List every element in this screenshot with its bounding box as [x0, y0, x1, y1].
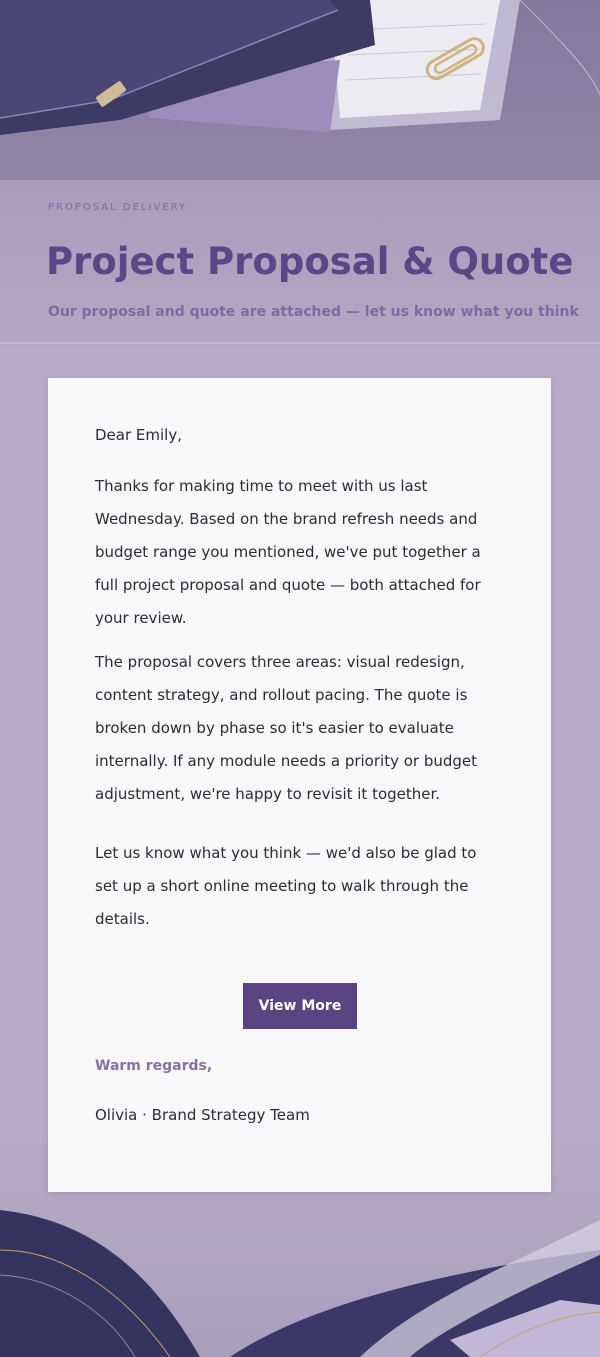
eyebrow-label: PROPOSAL DELIVERY — [48, 202, 187, 213]
signature: Olivia · Brand Strategy Team — [95, 1106, 310, 1124]
view-more-button[interactable]: View More — [243, 983, 357, 1029]
hero-illustration — [0, 0, 600, 345]
closing: Warm regards, — [95, 1058, 213, 1074]
hero-divider — [0, 342, 600, 344]
page-title: Project Proposal & Quote — [46, 240, 574, 283]
letter-card — [48, 378, 551, 1192]
letter-paragraph: Thanks for making time to meet with us last Wednesday. Based on the brand refresh needs and budget range you mentioned, we've put together a full project proposal and quote — both attached for your review. — [95, 477, 481, 627]
hero-background — [0, 0, 600, 345]
page-subtitle: Our proposal and quote are attached — let us know what you think — [48, 304, 579, 320]
letter-paragraph: Let us know what you think — we'd also be glad to set up a short online meeting to walk through the details. — [95, 844, 477, 928]
greeting: Dear Emily, — [95, 426, 182, 444]
letter-paragraph: The proposal covers three areas: visual redesign, content strategy, and rollout pacing. The quote is broken down by phase so it's easier to evaluate internally. If any module needs a priority or budget adjustment, we're happy to revisit it together. — [95, 653, 478, 803]
